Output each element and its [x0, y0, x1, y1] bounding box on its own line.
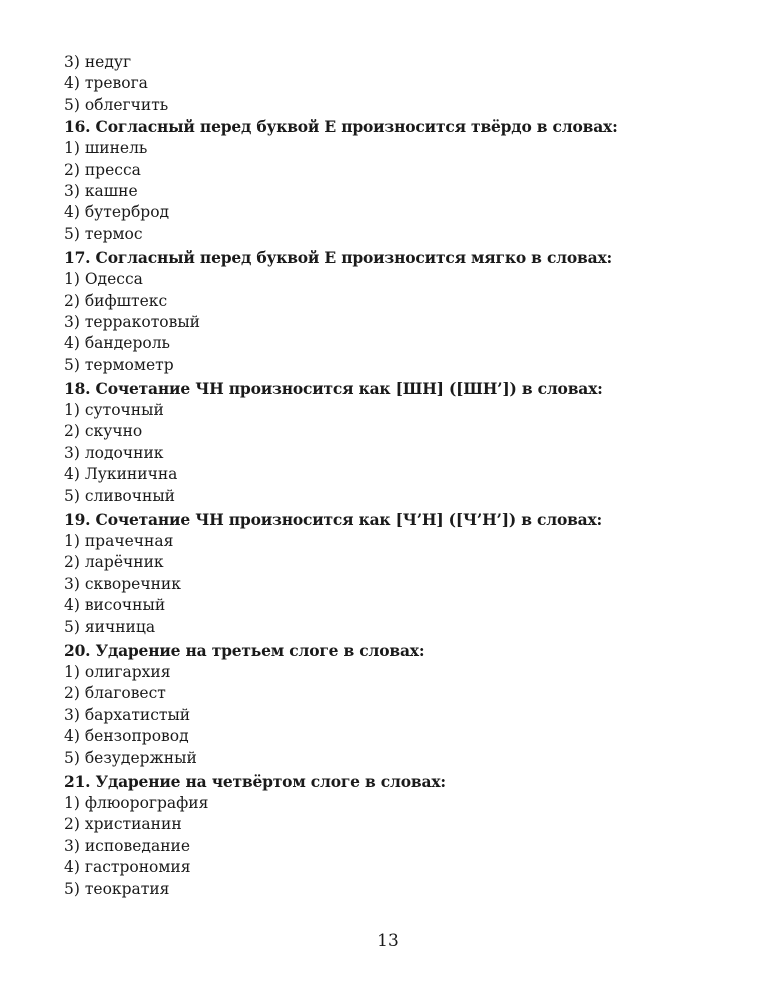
option: 2) бифштекс: [64, 291, 168, 310]
option: 3) лодочник: [64, 443, 164, 462]
question-title: 20. Ударение на третьем слоге в словах:: [64, 640, 425, 660]
option: 5) термометр: [64, 355, 174, 374]
option: 2) благовест: [64, 684, 166, 703]
option: 4) Лукинична: [64, 465, 178, 484]
option: 1) шинель: [64, 139, 148, 158]
option: 3) скворечник: [64, 574, 181, 593]
option: 3) недуг: [64, 53, 132, 71]
option: 5) облегчить: [64, 95, 169, 114]
option: 1) суточный: [64, 401, 164, 420]
option: 2) ларёчник: [64, 553, 164, 572]
page-number: 13: [377, 931, 399, 951]
question-21: [64, 771, 724, 900]
question-16: [64, 116, 724, 245]
option: 4) бензопровод: [64, 727, 189, 746]
option: 5) безудержный: [64, 748, 197, 767]
option: 3) исповедание: [64, 836, 191, 855]
option: 3) бархатистый: [64, 705, 191, 724]
question-18: [64, 378, 724, 507]
question-20: [64, 640, 724, 769]
option: 1) Одесса: [64, 270, 143, 289]
page-content: [64, 52, 724, 900]
question-title: 16. Согласный перед буквой Е произносится твёрдо в словах:: [64, 117, 618, 137]
question-title: 17. Согласный перед буквой Е произносится мягко в словах:: [64, 248, 613, 268]
option: 5) термос: [64, 224, 143, 243]
option: 1) олигархия: [64, 662, 171, 681]
option: 1) прачечная: [64, 532, 174, 551]
option: 3) кашне: [64, 181, 138, 200]
option: 4) гастрономия: [64, 858, 191, 877]
option: 5) теократия: [64, 879, 170, 898]
leading-options: [64, 52, 724, 116]
option: 5) яичница: [64, 617, 156, 636]
question-19: [64, 509, 724, 638]
option: 4) бандероль: [64, 334, 170, 353]
option: 2) пресса: [64, 160, 141, 179]
option: 2) христианин: [64, 815, 182, 834]
option: 4) тревога: [64, 74, 148, 93]
option: 4) височный: [64, 596, 166, 615]
option: 2) скучно: [64, 422, 143, 441]
option: 5) сливочный: [64, 486, 175, 505]
question-title: 18. Сочетание ЧН произносится как [ШН] ([ШН’]) в словах:: [64, 379, 603, 399]
option: 1) флюорография: [64, 793, 209, 812]
question-17: [64, 247, 724, 376]
question-title: 21. Ударение на четвёртом слоге в словах:: [64, 771, 446, 791]
option: 4) бутерброд: [64, 203, 170, 222]
option: 3) терракотовый: [64, 312, 200, 331]
question-title: 19. Сочетание ЧН произносится как [Ч’Н] ([Ч’Н’]) в словах:: [64, 510, 603, 530]
